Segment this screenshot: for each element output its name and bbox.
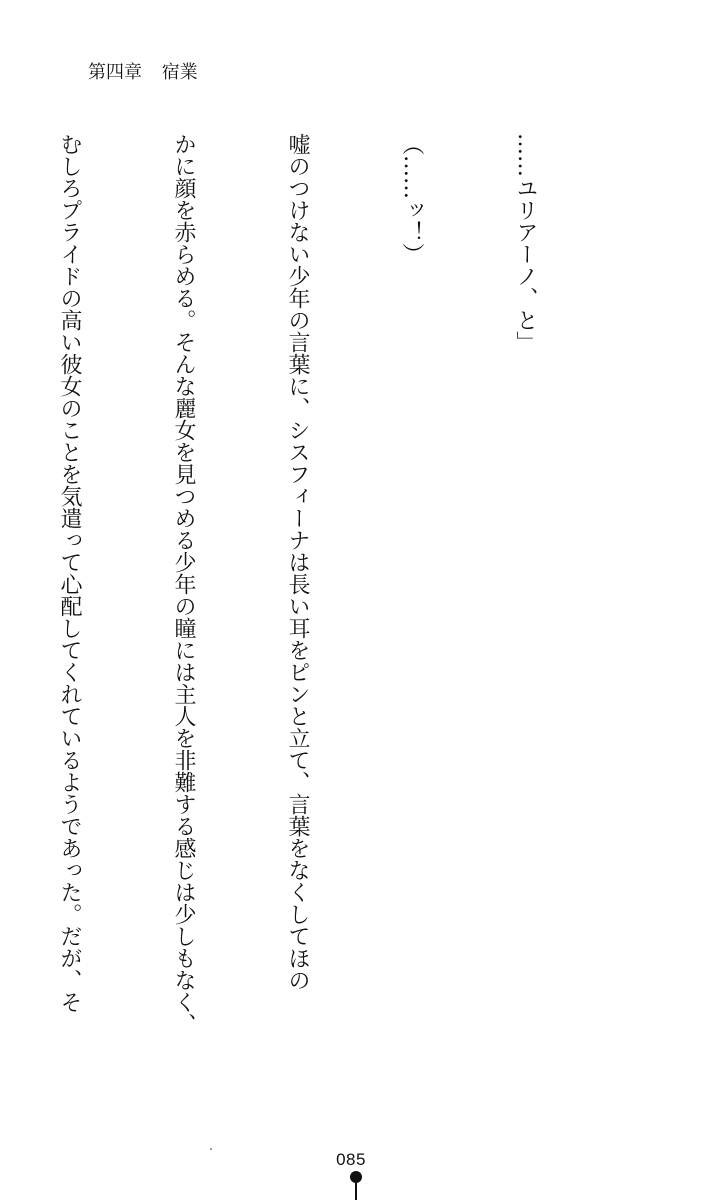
footer-line-ornament — [355, 1183, 357, 1200]
text-line: かに顔を赤らめる。そんな麗女を見つめる少年の瞳には主人を非難する感じは少しもなく、 — [171, 133, 196, 1035]
vertical-text-block — [57, 133, 620, 1035]
text-line: 嘘のつけない少年の言葉に、シスフィーナは長い耳をピンと立て、言葉をなくしてほの — [285, 133, 310, 991]
text-line: （……ッ！） — [399, 133, 424, 265]
page-number: 085 — [336, 1150, 366, 1169]
chapter-title: 宿業 — [161, 62, 198, 83]
running-header — [88, 64, 198, 82]
chapter-label: 第四章 — [88, 62, 142, 83]
text-line: むしろプライドの高い彼女のことを気遣って心配してくれているようであった。だが、そ — [57, 133, 82, 1013]
footer-dot-ornament — [350, 1171, 362, 1183]
text-line: ……ユリアーノ、と」 — [513, 133, 538, 353]
